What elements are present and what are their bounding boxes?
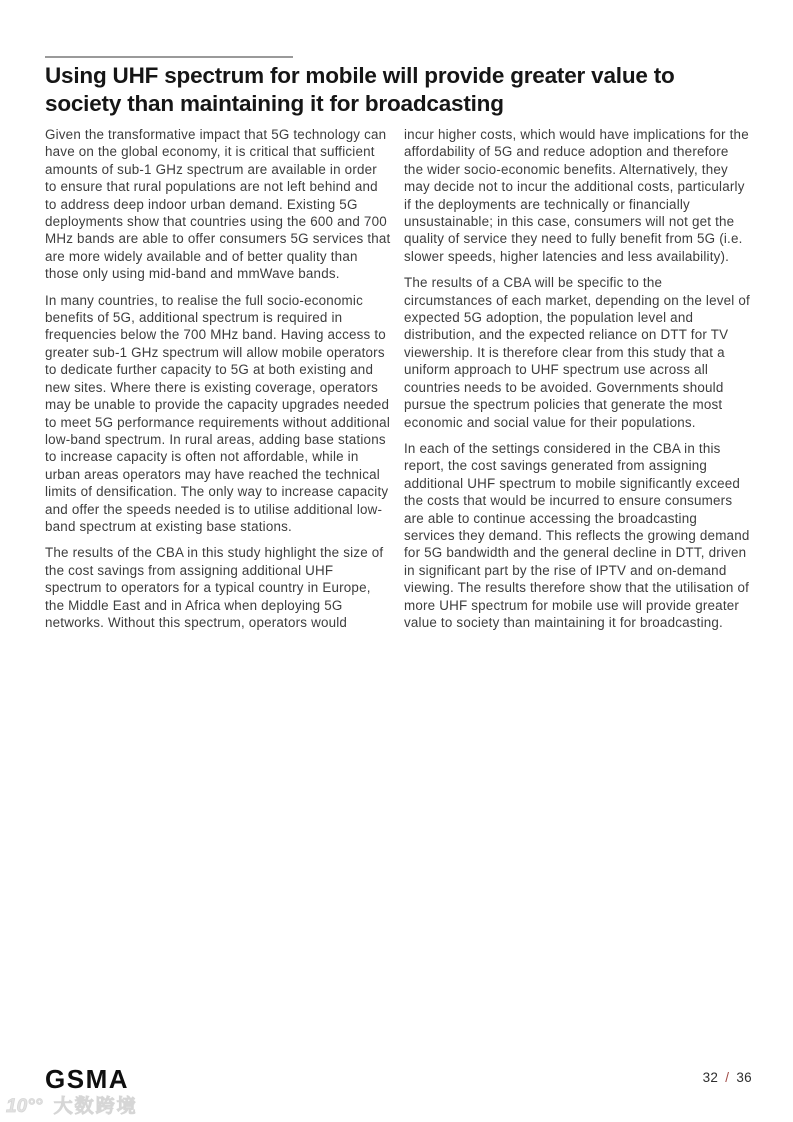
- paragraph-left-2: In many countries, to realise the full socio-economic benefits of 5G, additional spectrum is required in frequencies below the 700 MHz band. Having access to greater sub-1 GHz spectrum will allow mobile operators to dedicate further capacity to 5G at both existing and new sites. Where there is existing coverage, operators may be unable to provide the capacity upgrades needed to meet 5G performance requirements without additional low-band spectrum. In rural areas, adding base stations to increase capacity is often not affordable, while in urban areas operators may have reached the technical limits of densification. The only way to increase capacity and offer the speeds needed is to utilise additional low-band spectrum at existing base stations.: [45, 292, 390, 534]
- page-number-current: 32: [702, 1070, 719, 1085]
- paragraph-right-2: The results of a CBA will be specific to the circumstances of each market, depending on the level of expected 5G adoption, the population level and distribution, and the expected reliance on DTT for TV viewership. It is therefore clear from this study that a uniform approach to UHF spectrum use across all countries needs to be avoided. Governments should pursue the spectrum policies that generate the most economic and social value for their populations.: [404, 275, 750, 430]
- paragraph-right-3: In each of the settings considered in the CBA in this report, the cost savings generated from assigning additional UHF spectrum to mobile significantly exceed the costs that would be incurred to ensure consumers are able to continue accessing the broadcasting services they demand. This reflects the growing demand for 5G bandwidth and the general decline in DTT, driven in significant part by the rise of IPTV and on-demand viewing. The results therefore show that the utilisation of more UHF spectrum for mobile use will provide greater value to society than maintaining it for broadcasting.: [404, 440, 750, 630]
- watermark-text: 大数跨境: [53, 1096, 138, 1117]
- watermark-logo-icon: 10°°: [6, 1096, 43, 1117]
- column-left: [45, 126, 391, 640]
- page-title-line-1: Using UHF spectrum for mobile will provide greater value to: [45, 63, 675, 88]
- page-number: [703, 1070, 752, 1085]
- page-title-line-2: society than maintaining it for broadcasting: [45, 90, 504, 116]
- watermark: [6, 1091, 138, 1118]
- page-title: [45, 62, 760, 117]
- column-right: [404, 126, 750, 640]
- page-number-separator: /: [725, 1070, 730, 1085]
- title-rule: [45, 56, 293, 58]
- paragraph-left-3: The results of the CBA in this study highlight the size of the cost savings from assigning additional UHF spectrum to operators for a typical country in Europe, the Middle East and in Africa when deploying 5G networks. Without this spectrum, operators would: [45, 545, 384, 630]
- paragraph-left-1: Given the transformative impact that 5G technology can have on the global economy, it is critical that sufficient amounts of sub-1 GHz spectrum are available in order to ensure that rural populations are not left behind and to address deep indoor urban demand. Existing 5G deployments show that countries using the 600 and 700 MHz bands are able to offer consumers 5G services that are more widely available and of better quality than those only using mid-band and mmWave bands.: [45, 127, 391, 282]
- body-columns: [45, 126, 751, 640]
- gsma-logo: GSMA: [45, 1064, 129, 1094]
- paragraph-right-1: incur higher costs, which would have implications for the affordability of 5G and reduce adoption and therefore the wider socio-economic benefits. Alternatively, they may decide not to incur the additional costs, particularly if the deployments are technically or financially unsustainable; in this case, consumers will not get the quality of service they need to fully benefit from 5G (i.e. slower speeds, higher latencies and less availability).: [404, 127, 749, 264]
- page-number-total: 36: [736, 1070, 752, 1085]
